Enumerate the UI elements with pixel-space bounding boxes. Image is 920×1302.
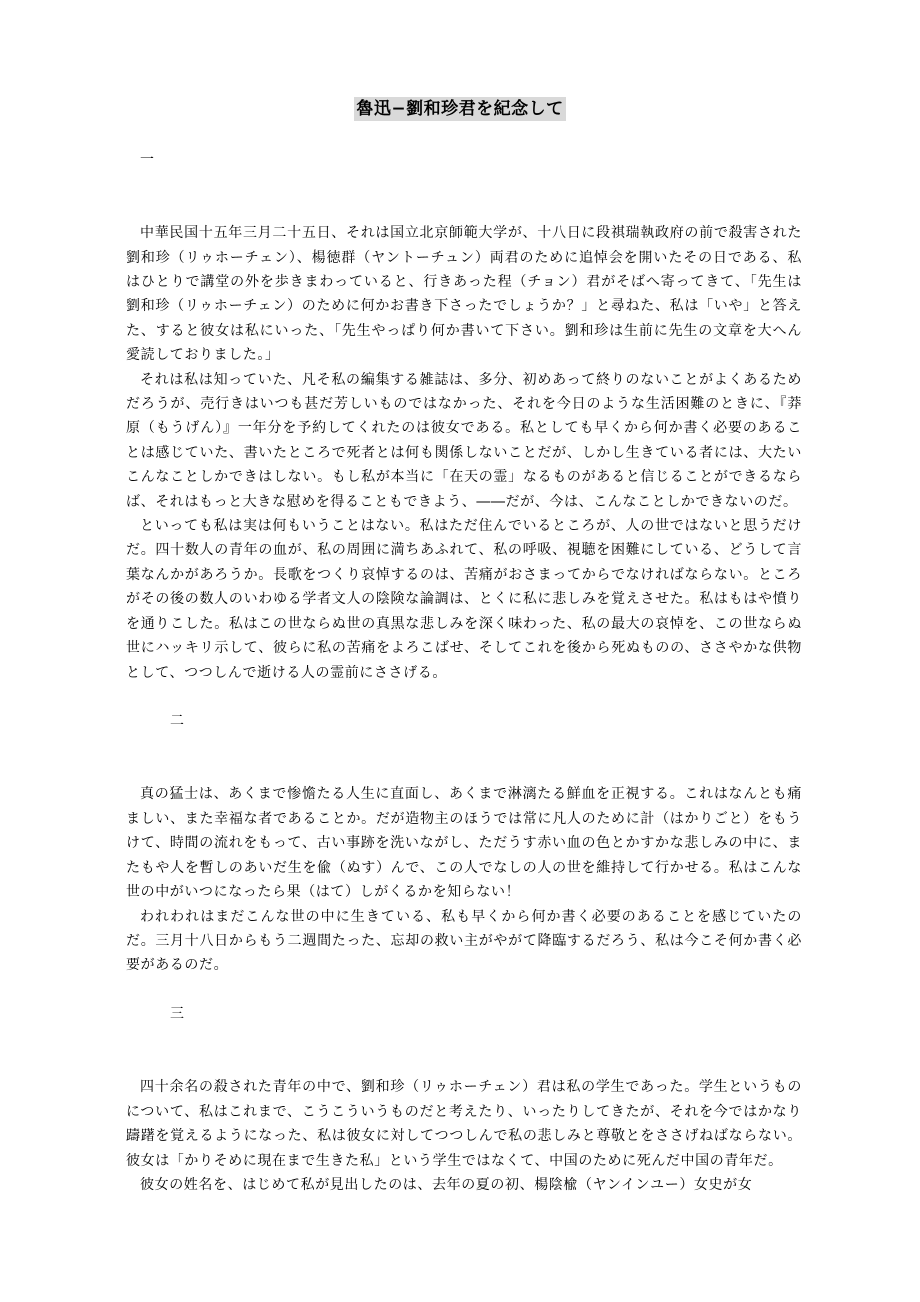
title-wrapper (0, 97, 920, 121)
paragraph: 四十余名の殺された青年の中で、劉和珍（リゥホーチェン）君は私の学生であった。学生というものについて、私はこれまで、こうこういうものだと考えたり、いったりしてきたが、それを今ではかなり躊躇を覚えるようになった、私は彼女に対してつつしんで私の悲しみと尊敬とをささげねばならない。彼女は「かりそめに現在まで生きた私」という学生ではなくて、中国のために死んだ中国の青年だ。 (126, 1079, 802, 1169)
section-number-2: 二 (170, 713, 185, 730)
paragraph: といっても私は実は何もいうことはない。私はただ住んでいるところが、人の世ではないと思うだけだ。四十数人の青年の血が、私の周囲に満ちあふれて、私の呼吸、視聴を困難にしている、どうして言葉なんかがあろうか。長歌をつくり哀悼するのは、苦痛がおさまってからでなければならない。ところがその後の数人のいわゆる学者文人の陰険な論調は、とくに私に悲しみを覚えさせた。私はもはや憤りを通りこした。私はこの世ならぬ世の真黒な悲しみを深く味わった、私の最大の哀悼を、この世ならぬ世にハッキリ示して、彼らに私の苦痛をよろこばせ、そしてこれを後から死ぬものの、ささやかな供物として、つつしんで逝ける人の霊前にささげる。 (126, 518, 802, 681)
section-number-1: 一 (140, 152, 155, 168)
section-gap (126, 978, 802, 1002)
document-body (126, 148, 802, 1197)
section-gap (126, 172, 802, 221)
section-gap (126, 685, 802, 709)
paragraph: 彼女の姓名を、はじめて私が見出したのは、去年の夏の初、楊陰楡（ヤンインユー）女史が女 (140, 1176, 753, 1193)
section-gap (126, 734, 802, 783)
paragraph: 中華民国十五年三月二十五日、それは国立北京師範大学が、十八日に段祺瑞執政府の前で殺害された劉和珍（リゥホーチェン）、楊徳群（ヤントーチュン）両君のために追悼会を開いたその日である、私はひとりで講堂の外を歩きまわっていると、行きあった程（チョン）君がそばへ寄ってきて、「先生は劉和珍（リゥホーチェン）のために何かお書き下さったでしょうか？」と尋ねた、私は「いや」と答えた、すると彼女は私にいった、「先生やっぱり何か書いて下さい。劉和珍は生前に先生の文章を大へん愛読しておりました。」 (126, 225, 802, 364)
document-title: 魯迅−劉和珍君を紀念して (356, 99, 564, 119)
section-gap (126, 1027, 802, 1076)
paragraph: 真の猛士は、あくまで惨憺たる人生に直面し、あくまで淋漓たる鮮血を正視する。これはなんとも痛ましい、また幸福な者であることか。だが造物主のほうでは常に凡人のために計（はかりごと）をもうけて、時間の流れをもって、古い事跡を洗いながし、ただうす赤い血の色とかすかな悲しみの中に、またもや人を暫しのあいだ生を偸（ぬす）んで、この人でなしの人の世を維持して行かせる。私はこんな世の中がいつになったら果（はて）しがくるかを知らない！ (126, 786, 802, 901)
section-number-3: 三 (170, 1006, 185, 1023)
paragraph: それは私は知っていた、凡そ私の編集する雑誌は、多分、初めあって終りのないことがよくあるためだろうが、売行きはいつも甚だ芳しいものではなかった、それを今日のような生活困難のときに、『莽原（もうげん）』一年分を予約してくれたのは彼女である。私としても早くから何か書く必要のあることは感じていた、書いたところで死者とは何も関係しないことだが、しかし生きている者には、大たいこんなことしかできはしない。もし私が本当に「在天の霊」なるものがあると信じることができるならば、それはもっと大きな慰めを得ることもできよう、――だが、今は、こんなことしかできないのだ。 (126, 371, 802, 510)
paragraph: われわれはまだこんな世の中に生きている、私も早くから何か書く必要のあることを感じていたのだ。三月十八日からもう二週間たった、忘却の救い主がやがて降臨するだろう、私は今こそ何か書く必要があるのだ。 (126, 908, 802, 974)
